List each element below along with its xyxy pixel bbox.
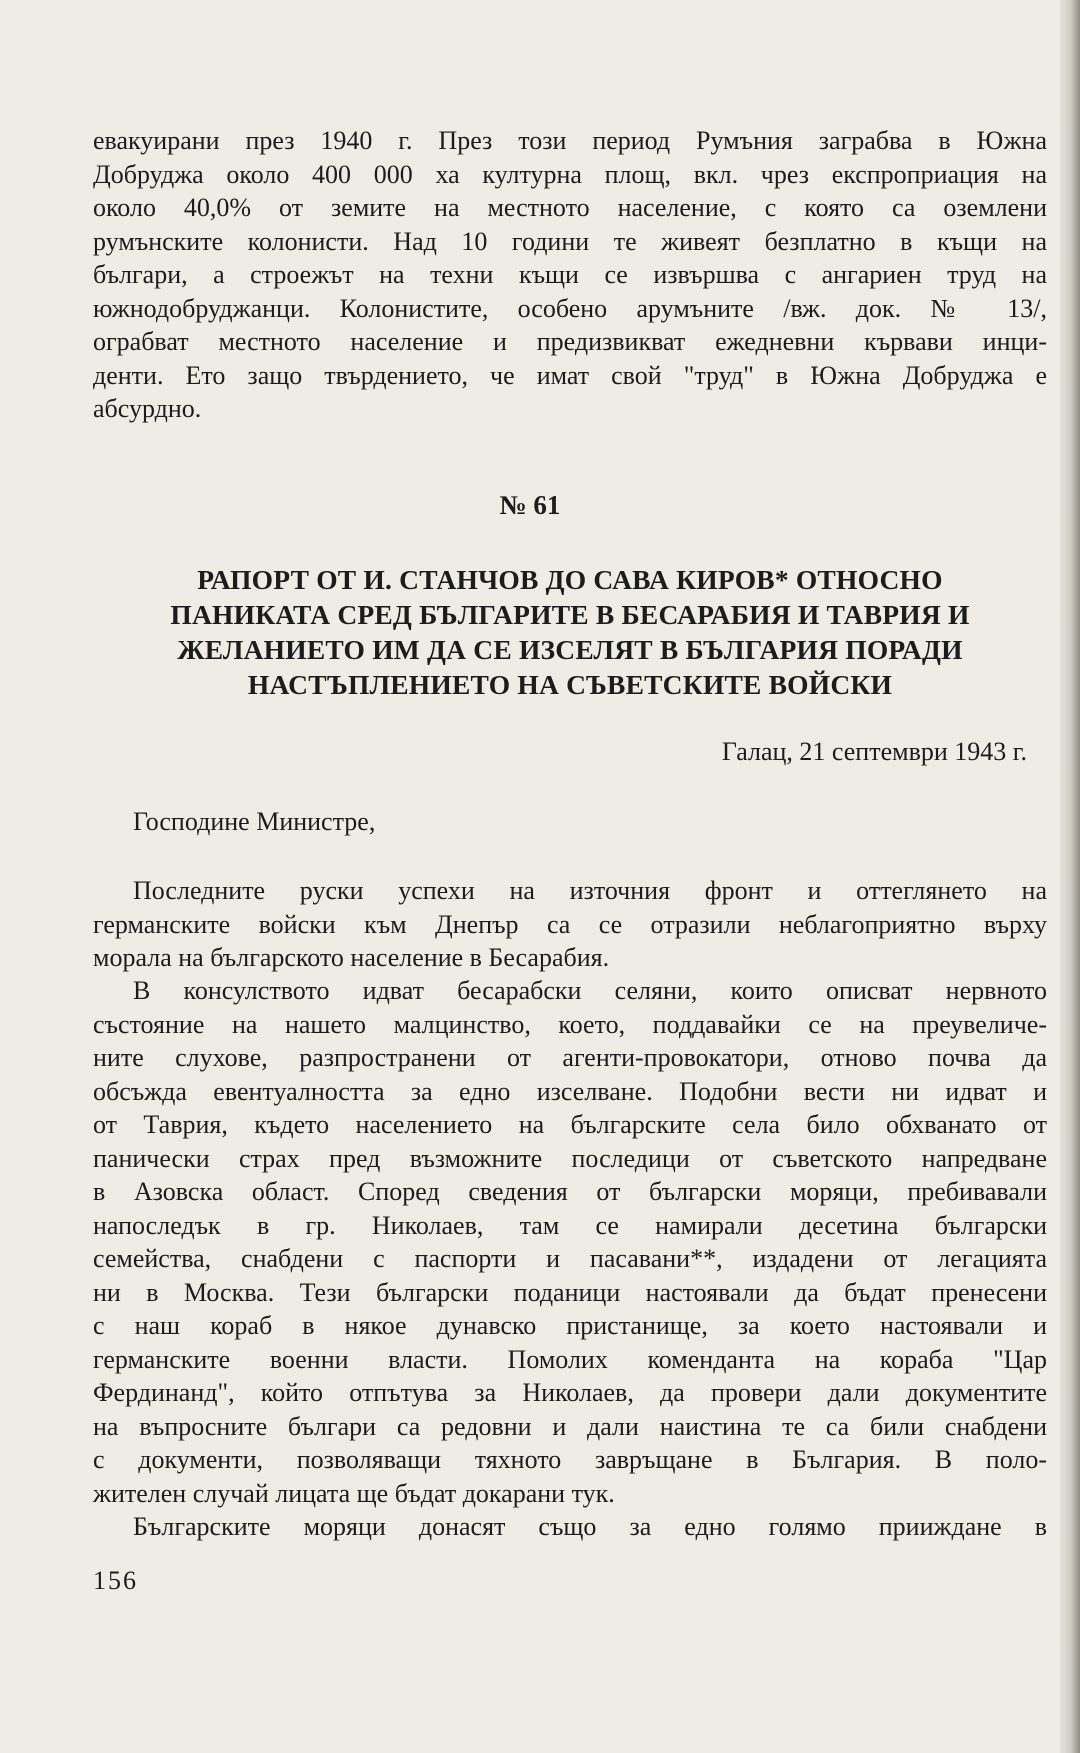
- text-line: ните слухове, разпространени от агенти-провокатори, отново почва да: [93, 1043, 1047, 1072]
- text-line: напоследък в гр. Николаев, там се намирали десетина български: [93, 1210, 1047, 1240]
- text-line: с документи, позволяващи тяхното завръщане в България. В поло-: [93, 1445, 1047, 1474]
- page-edge-shadow: [1060, 0, 1080, 1753]
- title-line: ЖЕЛАНИЕТО ИМ ДА СЕ ИЗСЕЛЯТ В БЪЛГАРИЯ ПОРАДИ: [177, 634, 963, 665]
- salutation: Господине Министре,: [133, 807, 376, 836]
- body-paragraph-3: [93, 1510, 1047, 1544]
- text-line: евакуирани през 1940 г. През този период Румъния заграбва в Южна: [93, 126, 1047, 155]
- text-line: около 40,0% от земите на местното население, с която са оземлени: [93, 193, 1047, 222]
- text-line: ни в Москва. Тези български поданици настоявали да бъдат пренесени: [93, 1277, 1047, 1307]
- title-line: НАСТЪПЛЕНИЕТО НА СЪВЕТСКИТЕ ВОЙСКИ: [247, 669, 893, 700]
- text-line: германските военни власти. Помолих коменданта на кораба "Цар: [93, 1344, 1047, 1374]
- body-paragraph-2: [93, 974, 1047, 1510]
- text-line: състояние на нашето малцинство, което, поддавайки се на преувеличе-: [93, 1009, 1047, 1039]
- page-number: 156: [93, 1566, 138, 1595]
- text-line: ограбват местното население и предизвикват ежедневни кървави инци-: [93, 327, 1047, 356]
- text-line: денти. Ето защо твърдението, че имат свой "труд" в Южна Добруджа е: [93, 360, 1047, 390]
- text-line: Последните руски успехи на източния фронт и оттеглянето на: [133, 876, 1047, 905]
- text-line: германските войски към Днепър са се отразили неблагоприятно върху: [93, 909, 1047, 939]
- text-line: Добруджа около 400 000 ха културна площ, вкл. чрез експроприация на: [93, 159, 1047, 189]
- place-date: Галац, 21 септември 1943 г.: [721, 737, 1027, 766]
- text-line: семейства, снабдени с паспорти и пасавани**, издадени от легацията: [93, 1244, 1047, 1273]
- text-line: обсъжда евентуалността за едно изселване. Подобни вести ни идват и: [93, 1076, 1047, 1106]
- document-title: [93, 562, 1047, 702]
- text-line: южнодобруджанци. Колонистите, особено арумъните /вж. док. № 13/,: [93, 293, 1047, 323]
- text-line: българи, а строежът на техни къщи се извършва с ангариен труд на: [93, 260, 1047, 289]
- text-line: Фердинанд", който отпътува за Николаев, да провери дали документите: [93, 1378, 1047, 1407]
- text-line: в Азовска област. Според сведения от български моряци, пребивавали: [93, 1177, 1047, 1206]
- text-line: морала на българското население в Бесарабия.: [93, 943, 610, 972]
- title-line: ПАНИКАТА СРЕД БЪЛГАРИТЕ В БЕСАРАБИЯ И ТАВРИЯ И: [170, 599, 970, 630]
- body-paragraph-1: [93, 874, 1047, 975]
- text-line: В консулството идват бесарабски селяни, които описват нервното: [133, 976, 1047, 1005]
- text-line: Българските моряци донасят също за едно голямо прииждане в: [133, 1512, 1047, 1541]
- text-line: жителен случай лицата ще бъдат докарани тук.: [93, 1478, 615, 1508]
- text-line: с наш кораб в някое дунавско пристанище, за което настоявали и: [93, 1311, 1047, 1340]
- title-line: РАПОРТ ОТ И. СТАНЧОВ ДО САВА КИРОВ* ОТНОСНО: [197, 564, 943, 595]
- continuation-paragraph: [93, 124, 1047, 426]
- text-line: на въпросните българи са редовни и дали наистина те са били снабдени: [93, 1411, 1047, 1441]
- text-line: от Таврия, където населението на българските села било обхванато от: [93, 1110, 1047, 1139]
- text-line: панически страх пред възможните последици от съветското напредване: [93, 1143, 1047, 1173]
- document-number: № 61: [499, 490, 561, 520]
- text-line: румънските колонисти. Над 10 години те живеят безплатно в къщи на: [93, 226, 1047, 256]
- text-line: абсурдно.: [93, 394, 202, 423]
